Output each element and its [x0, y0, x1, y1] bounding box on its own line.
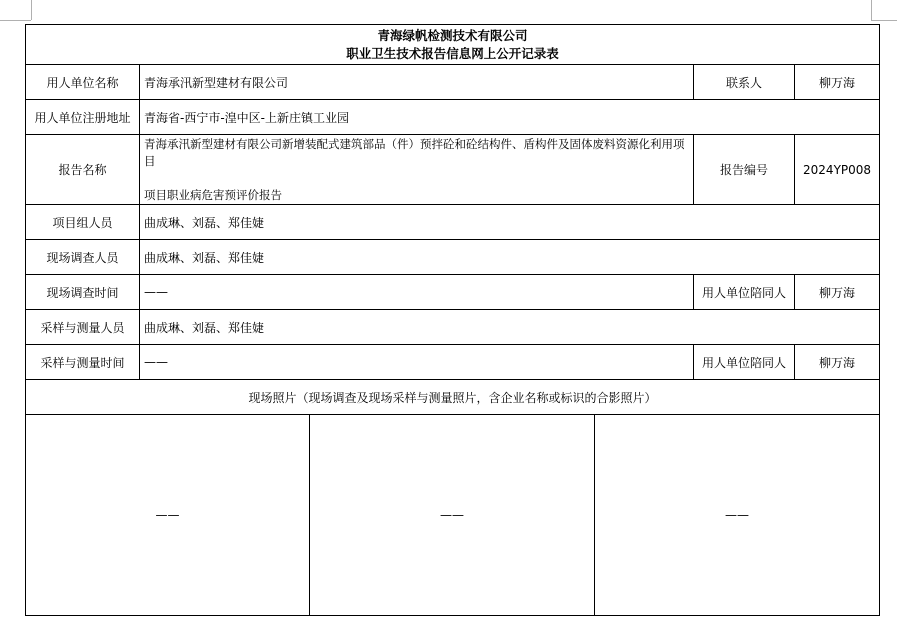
form-title-cell	[26, 25, 880, 65]
company-name: 青海绿帆检测技术有限公司	[377, 27, 528, 43]
photo-placeholder: ——	[725, 508, 750, 522]
report-name-line-1: 青海承汛新型建材有限公司新增装配式建筑部品（件）预拌砼和砼结构件、盾构件及固体废料资源化利用项目	[144, 136, 685, 168]
sampling-companion-value: 柳万海	[795, 345, 880, 380]
disclosure-record-table	[25, 24, 880, 616]
employer-value: 青海承汛新型建材有限公司	[140, 65, 694, 100]
report-name-label: 报告名称	[26, 135, 140, 205]
sampling-staff-label: 采样与测量人员	[26, 310, 140, 345]
address-value: 青海省-西宁市-湟中区-上新庄镇工业园	[140, 100, 880, 135]
site-survey-time-value: ——	[140, 275, 694, 310]
sampling-time-value: ——	[140, 345, 694, 380]
site-survey-companion-label: 用人单位陪同人	[694, 275, 795, 310]
photo-placeholder: ——	[440, 508, 464, 522]
photo-cell-2	[310, 415, 595, 616]
photo-placeholder: ——	[155, 508, 180, 522]
address-label: 用人单位注册地址	[26, 100, 140, 135]
report-name-line-2: 项目职业病危害预评价报告	[144, 187, 282, 202]
page-corner-mark	[0, 20, 31, 21]
site-survey-time-label: 现场调查时间	[26, 275, 140, 310]
form-title: 职业卫生技术报告信息网上公开记录表	[346, 45, 559, 61]
report-number-label: 报告编号	[694, 135, 795, 205]
photo-cell-1	[26, 415, 310, 616]
sampling-companion-label: 用人单位陪同人	[694, 345, 795, 380]
photos-header: 现场照片（现场调查及现场采样与测量照片，含企业名称或标识的合影照片）	[26, 380, 880, 415]
site-survey-companion-value: 柳万海	[795, 275, 880, 310]
sampling-staff-value: 曲成琳、刘磊、郑佳婕	[140, 310, 880, 345]
team-label: 项目组人员	[26, 205, 140, 240]
report-number-value: 2024YP008	[795, 135, 880, 205]
report-name-value	[140, 135, 694, 205]
sampling-time-label: 采样与测量时间	[26, 345, 140, 380]
employer-label: 用人单位名称	[26, 65, 140, 100]
contact-value: 柳万海	[795, 65, 880, 100]
page-corner-mark	[31, 0, 32, 20]
contact-label: 联系人	[694, 65, 795, 100]
site-survey-staff-label: 现场调查人员	[26, 240, 140, 275]
team-value: 曲成琳、刘磊、郑佳婕	[140, 205, 880, 240]
site-survey-staff-value: 曲成琳、刘磊、郑佳婕	[140, 240, 880, 275]
page-corner-mark	[871, 20, 897, 21]
page-corner-mark	[871, 0, 872, 20]
photo-cell-3	[595, 415, 880, 616]
